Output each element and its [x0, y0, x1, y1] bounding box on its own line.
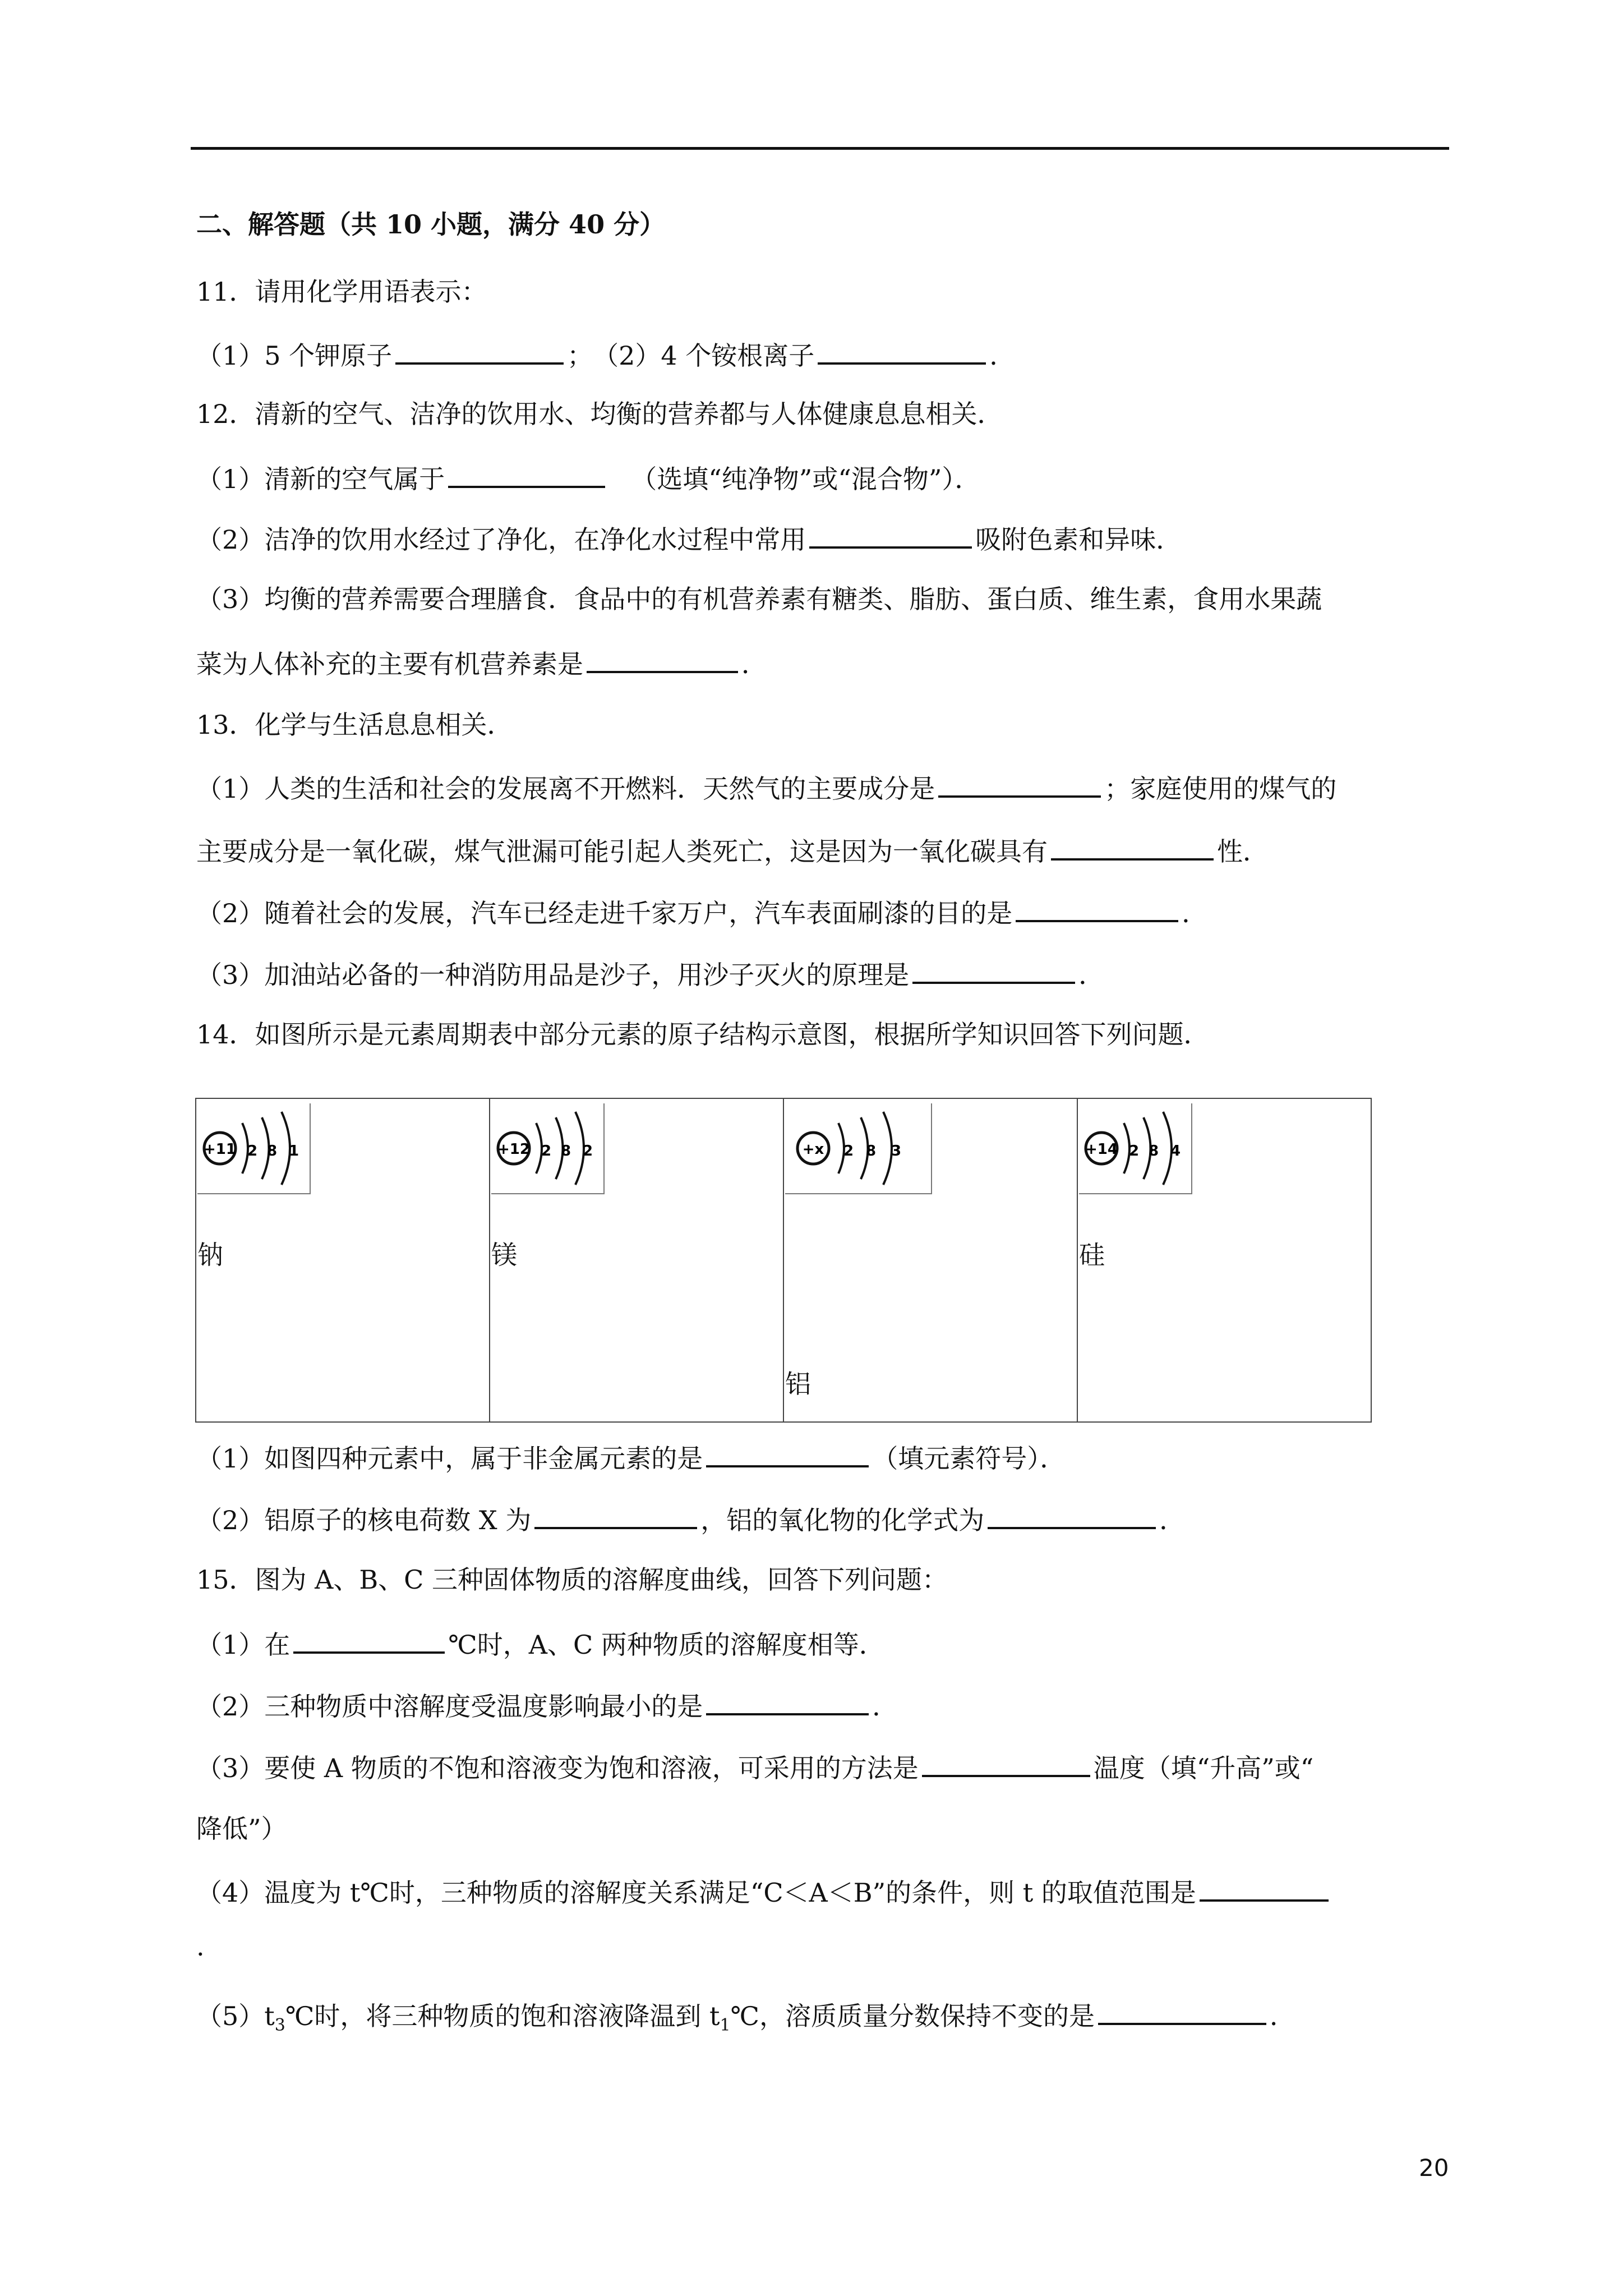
answer-blank[interactable] — [293, 1626, 445, 1654]
svg-text:+12: +12 — [497, 1141, 530, 1158]
svg-text:2: 2 — [1128, 1143, 1140, 1159]
element-name: 硅 — [1079, 1240, 1105, 1270]
element-name: 钠 — [197, 1240, 223, 1270]
q15-stem: 15．图为 A、B、C 三种固体物质的溶解度曲线，回答下列问题： — [196, 1565, 948, 1595]
svg-text:2: 2 — [582, 1143, 593, 1159]
svg-text:8: 8 — [1148, 1143, 1159, 1159]
q12-part1: （1）清新的空气属于 （选填“纯净物”或“混合物”）． — [196, 460, 980, 496]
section-heading: 二、解答题（共 10 小题，满分 40 分） — [196, 209, 666, 240]
q14-part2: （2）铝原子的核电荷数 X 为 ，铝的氧化物的化学式为 ． — [196, 1501, 1185, 1537]
q15-part4: （4）温度为 t℃时，三种物质的溶解度关系满足“C＜A＜B”的条件，则 t 的取值范围是 — [196, 1874, 1332, 1910]
q15-part3: （3）要使 A 物质的不饱和溶液变为饱和溶液，可采用的方法是 温度（填“升高”或“ — [196, 1749, 1313, 1785]
svg-text:8: 8 — [865, 1143, 877, 1159]
q12-part3-cont: 菜为人体补充的主要有机营养素是 ． — [196, 645, 767, 681]
atom-cell-sodium — [196, 1099, 490, 1421]
atom-diagram — [785, 1103, 932, 1194]
svg-text:1: 1 — [288, 1143, 299, 1159]
atom-cell-aluminum — [784, 1099, 1078, 1421]
svg-text:8: 8 — [266, 1143, 278, 1159]
svg-text:4: 4 — [1170, 1143, 1181, 1159]
q13-part1-cont: 主要成分是一氧化碳，煤气泄漏可能引起人类死亡，这是因为一氧化碳具有 性． — [196, 832, 1269, 868]
svg-text:+x: +x — [802, 1141, 824, 1158]
q11-part1: （1）5 个钾原子 ； （2）4 个铵根离子 ． — [196, 337, 1015, 372]
q15-part1: （1）在 ℃时，A、C 两种物质的溶解度相等． — [196, 1626, 885, 1662]
answer-blank[interactable] — [395, 337, 564, 365]
q15-part4-cont: . — [196, 1931, 205, 1962]
atom-structure-table — [195, 1098, 1372, 1423]
answer-blank[interactable] — [912, 956, 1075, 984]
q14-stem: 14．如图所示是元素周期表中部分元素的原子结构示意图，根据所学知识回答下列问题． — [196, 1019, 1210, 1050]
answer-blank[interactable] — [587, 645, 738, 673]
element-name: 铝 — [785, 1369, 811, 1399]
q12-part3: （3）均衡的营养需要合理膳食．食品中的有机营养素有糖类、脂肪、蛋白质、维生素，食用水果蔬 — [196, 584, 1322, 614]
page-number: 20 — [1419, 2154, 1449, 2182]
q15-part5: $(5)t_3℃$时，将三种物质的饱和溶液降温到 $t_1℃$，溶质质量分数保持不变的是 ． — [196, 1997, 1295, 2042]
answer-blank[interactable] — [706, 1687, 869, 1715]
svg-text:3: 3 — [891, 1143, 902, 1159]
svg-text:+11: +11 — [204, 1141, 236, 1158]
answer-blank[interactable] — [809, 521, 972, 549]
svg-text:2: 2 — [843, 1143, 854, 1159]
q13-part2: （2）随着社会的发展，汽车已经走进千家万户，汽车表面刷漆的目的是 ． — [196, 894, 1207, 930]
answer-blank[interactable] — [706, 1439, 869, 1467]
answer-blank[interactable] — [938, 770, 1101, 798]
q13-part3: （3）加油站必备的一种消防用品是沙子，用沙子灭火的原理是 ． — [196, 956, 1104, 992]
answer-blank[interactable] — [1051, 832, 1214, 861]
atom-diagram — [491, 1103, 605, 1194]
q15-part3-cont: 降低”） — [196, 1814, 287, 1844]
answer-blank[interactable] — [448, 460, 605, 488]
atom-diagram — [1079, 1103, 1192, 1194]
q11-stem: 11．请用化学用语表示： — [196, 277, 487, 307]
answer-blank[interactable] — [818, 337, 986, 365]
q13-part1: （1）人类的生活和社会的发展离不开燃料．天然气的主要成分是 ；家庭使用的煤气的 — [196, 770, 1336, 806]
svg-text:8: 8 — [560, 1143, 571, 1159]
answer-blank[interactable] — [922, 1749, 1090, 1777]
q12-stem: 12．清新的空气、洁净的饮用水、均衡的营养都与人体健康息息相关． — [196, 399, 1003, 429]
svg-text:2: 2 — [247, 1143, 258, 1159]
answer-blank[interactable] — [1098, 1997, 1266, 2025]
q15-part2: （2）三种物质中溶解度受温度影响最小的是 ． — [196, 1687, 898, 1723]
header-rule — [191, 147, 1449, 150]
svg-text:+14: +14 — [1085, 1141, 1118, 1158]
atom-diagram — [197, 1103, 311, 1194]
q14-part1: （1）如图四种元素中，属于非金属元素的是 （填元素符号）． — [196, 1439, 1066, 1475]
element-name: 镁 — [491, 1240, 517, 1270]
answer-blank[interactable] — [1016, 894, 1178, 922]
q13-stem: 13．化学与生活息息相关． — [196, 710, 513, 740]
atom-cell-magnesium — [490, 1099, 784, 1421]
svg-text:2: 2 — [541, 1143, 552, 1159]
answer-blank[interactable] — [1200, 1874, 1329, 1902]
answer-blank[interactable] — [988, 1501, 1156, 1529]
answer-blank[interactable] — [534, 1501, 697, 1529]
q12-part2: （2）洁净的饮用水经过了净化，在净化水过程中常用 吸附色素和异味． — [196, 521, 1182, 556]
atom-cell-silicon — [1078, 1099, 1371, 1421]
